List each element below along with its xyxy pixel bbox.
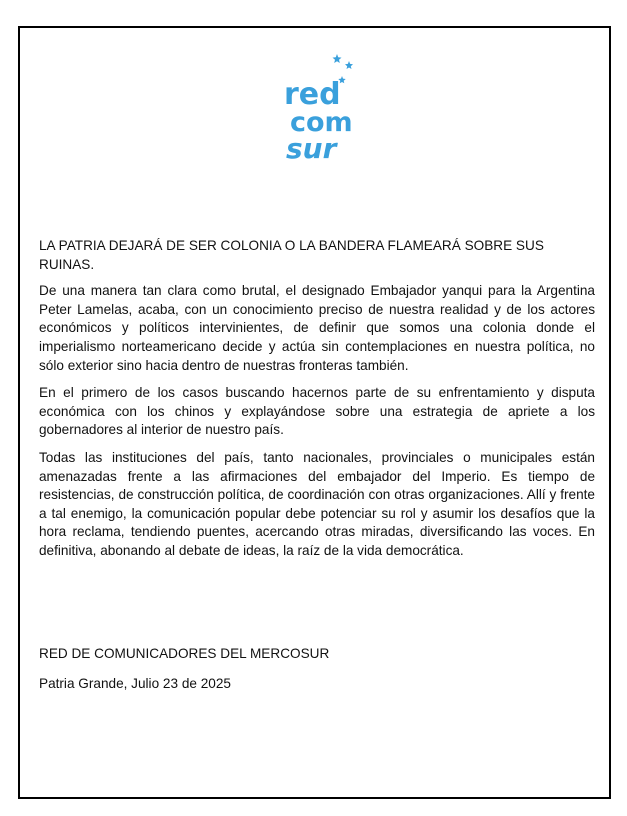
paragraph-3: Todas las instituciones del país, tanto nacionales, provinciales o municipales están amenazadas frente a las afirmaciones del embajador del Imperio. Es tiempo de resistencias, de construcción política, de coordinación con otras organizaciones. Allí y frente a tal enemigo, la comunicación popular debe potenciar su rol y asumir los desafíos que la hora reclama, tendiendo puentes, acercando otras miradas, diversificando las voces. En definitiva, abonando al debate de ideas, la raíz de la vida democrática. bbox=[39, 449, 595, 558]
logo-word-sur: sur bbox=[286, 132, 337, 165]
paragraph-2: En el primero de los casos buscando hacernos parte de su enfrentamiento y disputa económica con los chinos y explayándose sobre una estrategia de apriete a los gobernadores al interior de nuestro país. bbox=[39, 385, 595, 438]
logo-word-red: red bbox=[284, 77, 341, 112]
star-icon bbox=[345, 61, 353, 69]
document-headline: LA PATRIA DEJARÁ DE SER COLONIA O LA BANDERA FLAMEARÁ SOBRE SUS RUINAS. bbox=[39, 238, 544, 272]
redcomsur-logo bbox=[278, 52, 358, 167]
logo-word-com: com bbox=[290, 107, 353, 138]
signature: RED DE COMUNICADORES DEL MERCOSUR bbox=[39, 646, 330, 661]
paragraph-1: De una manera tan clara como brutal, el designado Embajador yanqui para la Argentina Peter Lamelas, acaba, con un conocimiento preciso de nuestra realidad y de los actores económicos y políticos intervinientes, de definir que somos una colonia donde el imperialismo norteamericano decide y actúa sin contemplaciones en nuestra política, no sólo exterior sino hacia dentro de nuestras fronteras también. bbox=[39, 283, 595, 373]
place-date: Patria Grande, Julio 23 de 2025 bbox=[39, 676, 231, 691]
star-icon bbox=[333, 54, 342, 63]
redcomsur-logo-graphic bbox=[278, 52, 358, 167]
document-body bbox=[39, 237, 595, 570]
